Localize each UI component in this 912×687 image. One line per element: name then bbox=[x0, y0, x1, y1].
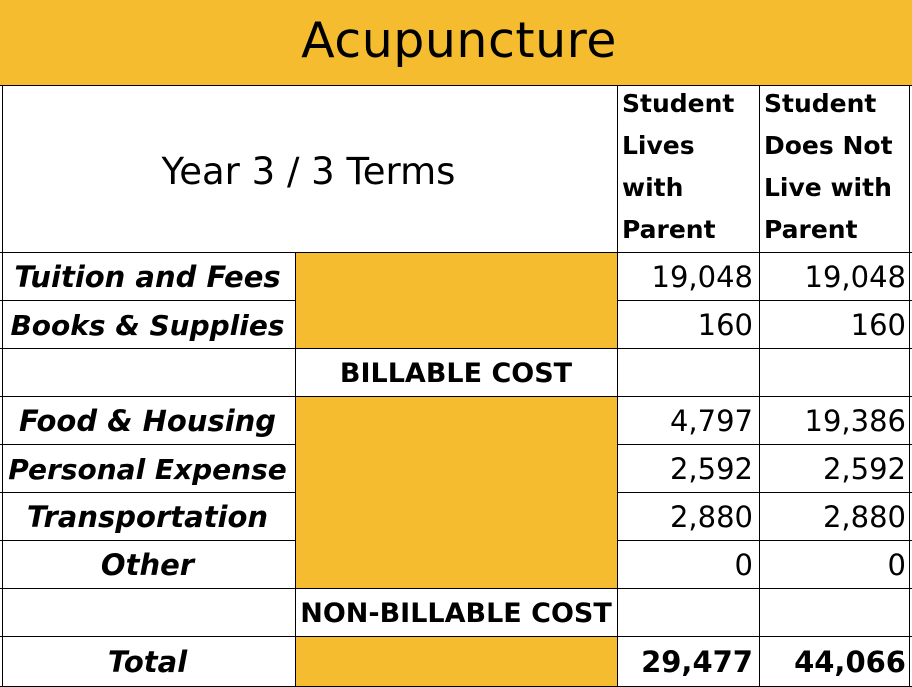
column-header-does-not-live-with-parent: Student Does Not Live with Parent bbox=[764, 89, 893, 244]
row-label-food-housing: Food & Housing bbox=[18, 404, 277, 438]
column-header-lives-with-parent: Student Lives with Parent bbox=[622, 89, 735, 244]
row-label-books: Books & Supplies bbox=[10, 308, 285, 342]
other-lives-value: 0 bbox=[734, 548, 753, 582]
food-not-lives-value: 19,386 bbox=[804, 404, 906, 438]
total-lives-value: 29,477 bbox=[641, 645, 753, 679]
grid-line bbox=[295, 253, 296, 687]
food-lives-value: 4,797 bbox=[669, 404, 753, 438]
other-not-lives-value: 0 bbox=[887, 548, 906, 582]
row-label-transportation: Transportation bbox=[26, 500, 269, 534]
row-label-total: Total bbox=[107, 645, 188, 679]
year-term-label: Year 3 / 3 Terms bbox=[161, 149, 456, 193]
personal-not-lives-value: 2,592 bbox=[822, 452, 906, 486]
row-label-tuition: Tuition and Fees bbox=[14, 260, 281, 294]
grid-line bbox=[0, 396, 912, 397]
grid-line bbox=[617, 492, 912, 493]
transport-not-lives-value: 2,880 bbox=[822, 500, 906, 534]
page-title: Acupuncture bbox=[301, 12, 617, 69]
non-billable-cost-label: NON-BILLABLE COST bbox=[300, 597, 612, 629]
grid-line bbox=[0, 588, 912, 589]
books-lives-value: 160 bbox=[697, 308, 753, 342]
grid-line bbox=[759, 85, 760, 687]
grid-line bbox=[0, 540, 295, 541]
total-not-lives-value: 44,066 bbox=[794, 645, 906, 679]
billable-gold-block bbox=[295, 253, 617, 349]
grid-line bbox=[617, 85, 618, 687]
grid-line bbox=[2, 85, 3, 687]
grid-line bbox=[0, 492, 295, 493]
grid-line bbox=[0, 636, 912, 637]
title-banner bbox=[0, 0, 912, 85]
grid-line bbox=[617, 300, 912, 301]
grid-line bbox=[909, 85, 910, 687]
billable-cost-label: BILLABLE COST bbox=[339, 357, 573, 389]
transport-lives-value: 2,880 bbox=[669, 500, 753, 534]
books-not-lives-value: 160 bbox=[850, 308, 906, 342]
row-label-other: Other bbox=[100, 548, 195, 582]
total-gold-block bbox=[295, 637, 617, 687]
grid-line bbox=[0, 300, 295, 301]
grid-line bbox=[0, 85, 912, 86]
tuition-not-lives-value: 19,048 bbox=[804, 260, 906, 294]
personal-lives-value: 2,592 bbox=[669, 452, 753, 486]
grid-line bbox=[0, 348, 912, 349]
grid-line bbox=[617, 540, 912, 541]
grid-line bbox=[0, 444, 295, 445]
non-billable-gold-block bbox=[295, 397, 617, 589]
tuition-lives-value: 19,048 bbox=[651, 260, 753, 294]
grid-line bbox=[617, 444, 912, 445]
grid-line bbox=[0, 252, 912, 253]
row-label-personal-expense: Personal Expense bbox=[8, 452, 287, 486]
